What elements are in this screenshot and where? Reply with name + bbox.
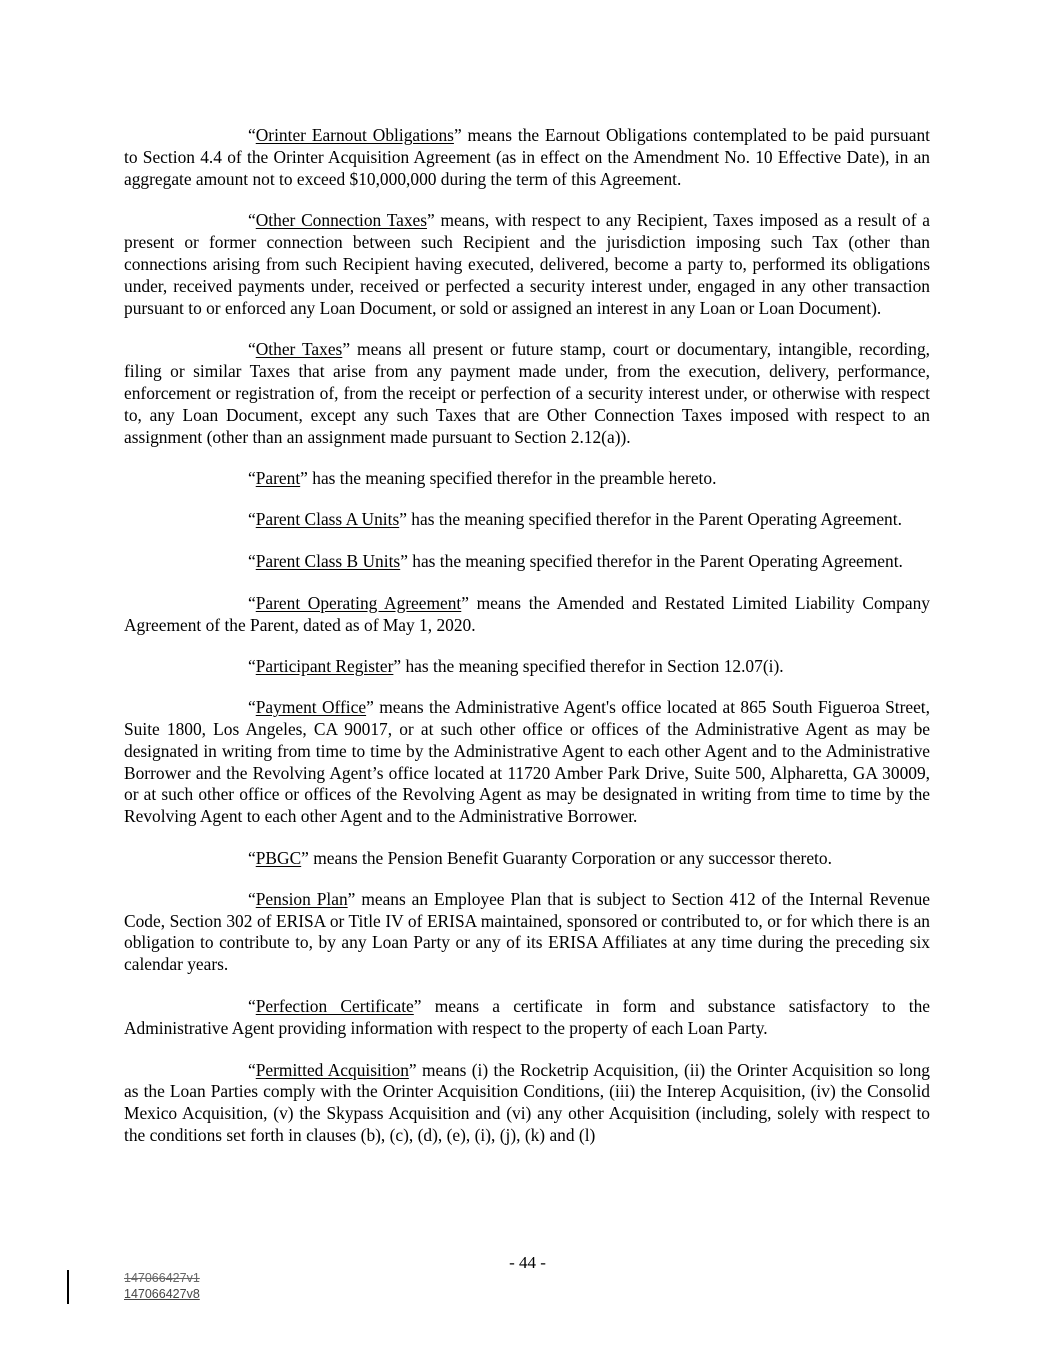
definition-paragraph: “Perfection Certificate” means a certificate in form and substance satisfactory to the Administrative Agent providing information with respect to the property of each Loan Party. xyxy=(124,995,930,1038)
definition-text: has the meaning specified therefor in Section 12.07(i). xyxy=(401,656,784,677)
document-ids xyxy=(124,1270,200,1302)
defined-term: Perfection Certificate xyxy=(255,995,414,1016)
definition-text: means (i) the Rocketrip Acquisition, (ii) the Orinter Acquisition so long as the Loan Parties comply with the Orinter Acquisition Conditions, (iii) the Interep Acquisition, (iv) the Consolid Mexico Acquisition, (v) the Skypass Acquisition and (vi) any other Acquisition (including, solely with respect to the conditions set forth in clauses (b), (c), (d), (e), (i), (j), (k) and (l) xyxy=(124,1059,930,1145)
defined-term: Orinter Earnout Obligations xyxy=(255,125,454,145)
defined-term: Participant Register xyxy=(255,656,394,677)
defined-term: Other Taxes xyxy=(255,339,343,360)
page-number: - 44 - xyxy=(509,1253,546,1272)
definition-paragraph: “Other Connection Taxes” means, with respect to any Recipient, Taxes imposed as a result of a present or former connection between such Recipient and the jurisdiction imposing such Tax (other than connections arising from such Recipient having executed, delivered, become a party to, performed its obligations under, received payments under, received or perfected a security interest under, engaged in any other transaction pursuant to or enforced any Loan Document, or sold or assigned an interest in any Loan or Loan Document). xyxy=(124,210,930,318)
definition-paragraph: “Participant Register” has the meaning specified therefor in Section 12.07(i). xyxy=(248,656,784,677)
defined-term: Other Connection Taxes xyxy=(255,210,427,231)
defined-term: Payment Office xyxy=(255,697,367,718)
definition-paragraph: “Orinter Earnout Obligations” means the Earnout Obligations contemplated to be paid pursuant to Section 4.4 of the Orinter Acquisition Agreement (as in effect on the Amendment No. 10 Effective Date), in an aggregate amount not to exceed $10,000,000 during the term of this Agreement. xyxy=(124,125,930,189)
definition-text: means an Employee Plan that is subject to Section 412 of the Internal Revenue Code, Section 302 of ERISA or Title IV of ERISA maintained, sponsored or contributed to, or for which there is an obligation to contribute to, by any Loan Party or any of its ERISA Affiliates at any time during the preceding six calendar years. xyxy=(124,888,930,975)
definition-paragraph: “Other Taxes” means all present or future stamp, court or documentary, intangible, recording, filing or similar Taxes that arise from any payment made under, from the execution, delivery, performance, enforcement or registration of, from the receipt or perfection of a security interest under, or otherwise with respect to, any Loan Document, except any such Taxes that are Other Connection Taxes imposed with respect to an assignment (other than an assignment made pursuant to Section 2.12(a)). xyxy=(124,339,930,447)
definition-text: means all present or future stamp, court or documentary, intangible, recording, filing or similar Taxes that arise from any payment made under, from the execution, delivery, performance, enforcement or registration of, from the receipt or perfection of a security interest under, or otherwise with respect to, any Loan Document, except any such Taxes that are Other Connection Taxes imposed with respect to an assignment (other than an assignment made pursuant to Section 2.12(a)). xyxy=(124,339,930,447)
doc-id-new: 147066427v8 xyxy=(124,1287,200,1301)
definition-text: has the meaning specified therefor in the Parent Operating Agreement. xyxy=(406,509,902,530)
definition-paragraph: “Parent Operating Agreement” means the Amended and Restated Limited Liability Company Agreement of the Parent, dated as of May 1, 2020. xyxy=(124,592,930,635)
definition-paragraph: “Parent Class B Units” has the meaning specified therefor in the Parent Operating Agreement. xyxy=(248,550,903,571)
revision-bar xyxy=(67,1270,69,1304)
definition-text: means the Administrative Agent's office located at 865 South Figueroa Street, Suite 1800, Los Angeles, CA 90017, or at such other office or offices of the Administrative Agent as may be designated in writing from time to time by the Administrative Agent to each other Agent and to the Administrative Borrower and the Revolving Agent’s office located at 11720 Amber Park Drive, Suite 500, Alpharetta, GA 30009, or at such other office or offices of the Revolving Agent as may be designated in writing from time to time by the Revolving Agent to each other Agent and to the Administrative Borrower. xyxy=(124,697,930,827)
definition-paragraph: “Pension Plan” means an Employee Plan that is subject to Section 412 of the Internal Revenue Code, Section 302 of ERISA or Title IV of ERISA maintained, sponsored or contributed to, or for which there is an obligation to contribute to, by any Loan Party or any of its ERISA Affiliates at any time during the preceding six calendar years. xyxy=(124,888,930,975)
definition-paragraph: “Permitted Acquisition” means (i) the Rocketrip Acquisition, (ii) the Orinter Acquisition so long as the Loan Parties comply with the Orinter Acquisition Conditions, (iii) the Interep Acquisition, (iv) the Consolid Mexico Acquisition, (v) the Skypass Acquisition and (vi) any other Acquisition (including, solely with respect to the conditions set forth in clauses (b), (c), (d), (e), (i), (j), (k) and (l) xyxy=(124,1059,930,1145)
definition-paragraph: “Parent Class A Units” has the meaning specified therefor in the Parent Operating Agreement. xyxy=(248,509,902,530)
definition-text: has the meaning specified therefor in the preamble hereto. xyxy=(307,468,717,489)
defined-term: Pension Plan xyxy=(255,888,348,909)
defined-term: Parent Class A Units xyxy=(255,509,400,530)
definition-text: means the Earnout Obligations contemplated to be paid pursuant to Section 4.4 of the Orinter Acquisition Agreement (as in effect on the Amendment No. 10 Effective Date), in an aggregate amount not to exceed $10,000,000 during the term of this Agreement. xyxy=(124,125,930,189)
defined-term: Parent Operating Agreement xyxy=(255,592,462,613)
definition-paragraph: “PBGC” means the Pension Benefit Guaranty Corporation or any successor thereto. xyxy=(248,847,832,868)
document-body xyxy=(124,125,930,1167)
defined-term: Parent Class B Units xyxy=(255,550,401,571)
definition-paragraph: “Payment Office” means the Administrative Agent's office located at 865 South Figueroa Street, Suite 1800, Los Angeles, CA 90017, or at such other office or offices of the Administrative Agent as may be designated in writing from time to time by the Administrative Agent to each other Agent and to the Administrative Borrower and the Revolving Agent’s office located at 11720 Amber Park Drive, Suite 500, Alpharetta, GA 30009, or at such other office or offices of the Revolving Agent as may be designated in writing from time to time by the Revolving Agent to each other Agent and to the Administrative Borrower. xyxy=(124,697,930,827)
definition-text: means a certificate in form and substance satisfactory to the Administrative Agent providing information with respect to the property of each Loan Party. xyxy=(124,995,930,1038)
definition-text: has the meaning specified therefor in the Parent Operating Agreement. xyxy=(407,550,903,571)
defined-term: PBGC xyxy=(255,847,302,868)
definition-text: means, with respect to any Recipient, Taxes imposed as a result of a present or former connection between such Recipient and the jurisdiction imposing such Tax (other than connections arising from such Recipient having executed, delivered, become a party to, performed its obligations under, received payments under, received or perfected a security interest under, engaged in any other transaction pursuant to or enforced any Loan Document, or sold or assigned an interest in any Loan or Loan Document). xyxy=(124,210,930,318)
definition-text: means the Amended and Restated Limited Liability Company Agreement of the Parent, dated as of May 1, 2020. xyxy=(124,592,930,635)
doc-id-old: 147066427v1 xyxy=(124,1271,200,1285)
defined-term: Permitted Acquisition xyxy=(255,1059,409,1080)
definition-text: means the Pension Benefit Guaranty Corporation or any successor thereto. xyxy=(308,847,832,868)
definition-paragraph: “Parent” has the meaning specified therefor in the preamble hereto. xyxy=(248,468,717,489)
defined-term: Parent xyxy=(255,468,301,489)
